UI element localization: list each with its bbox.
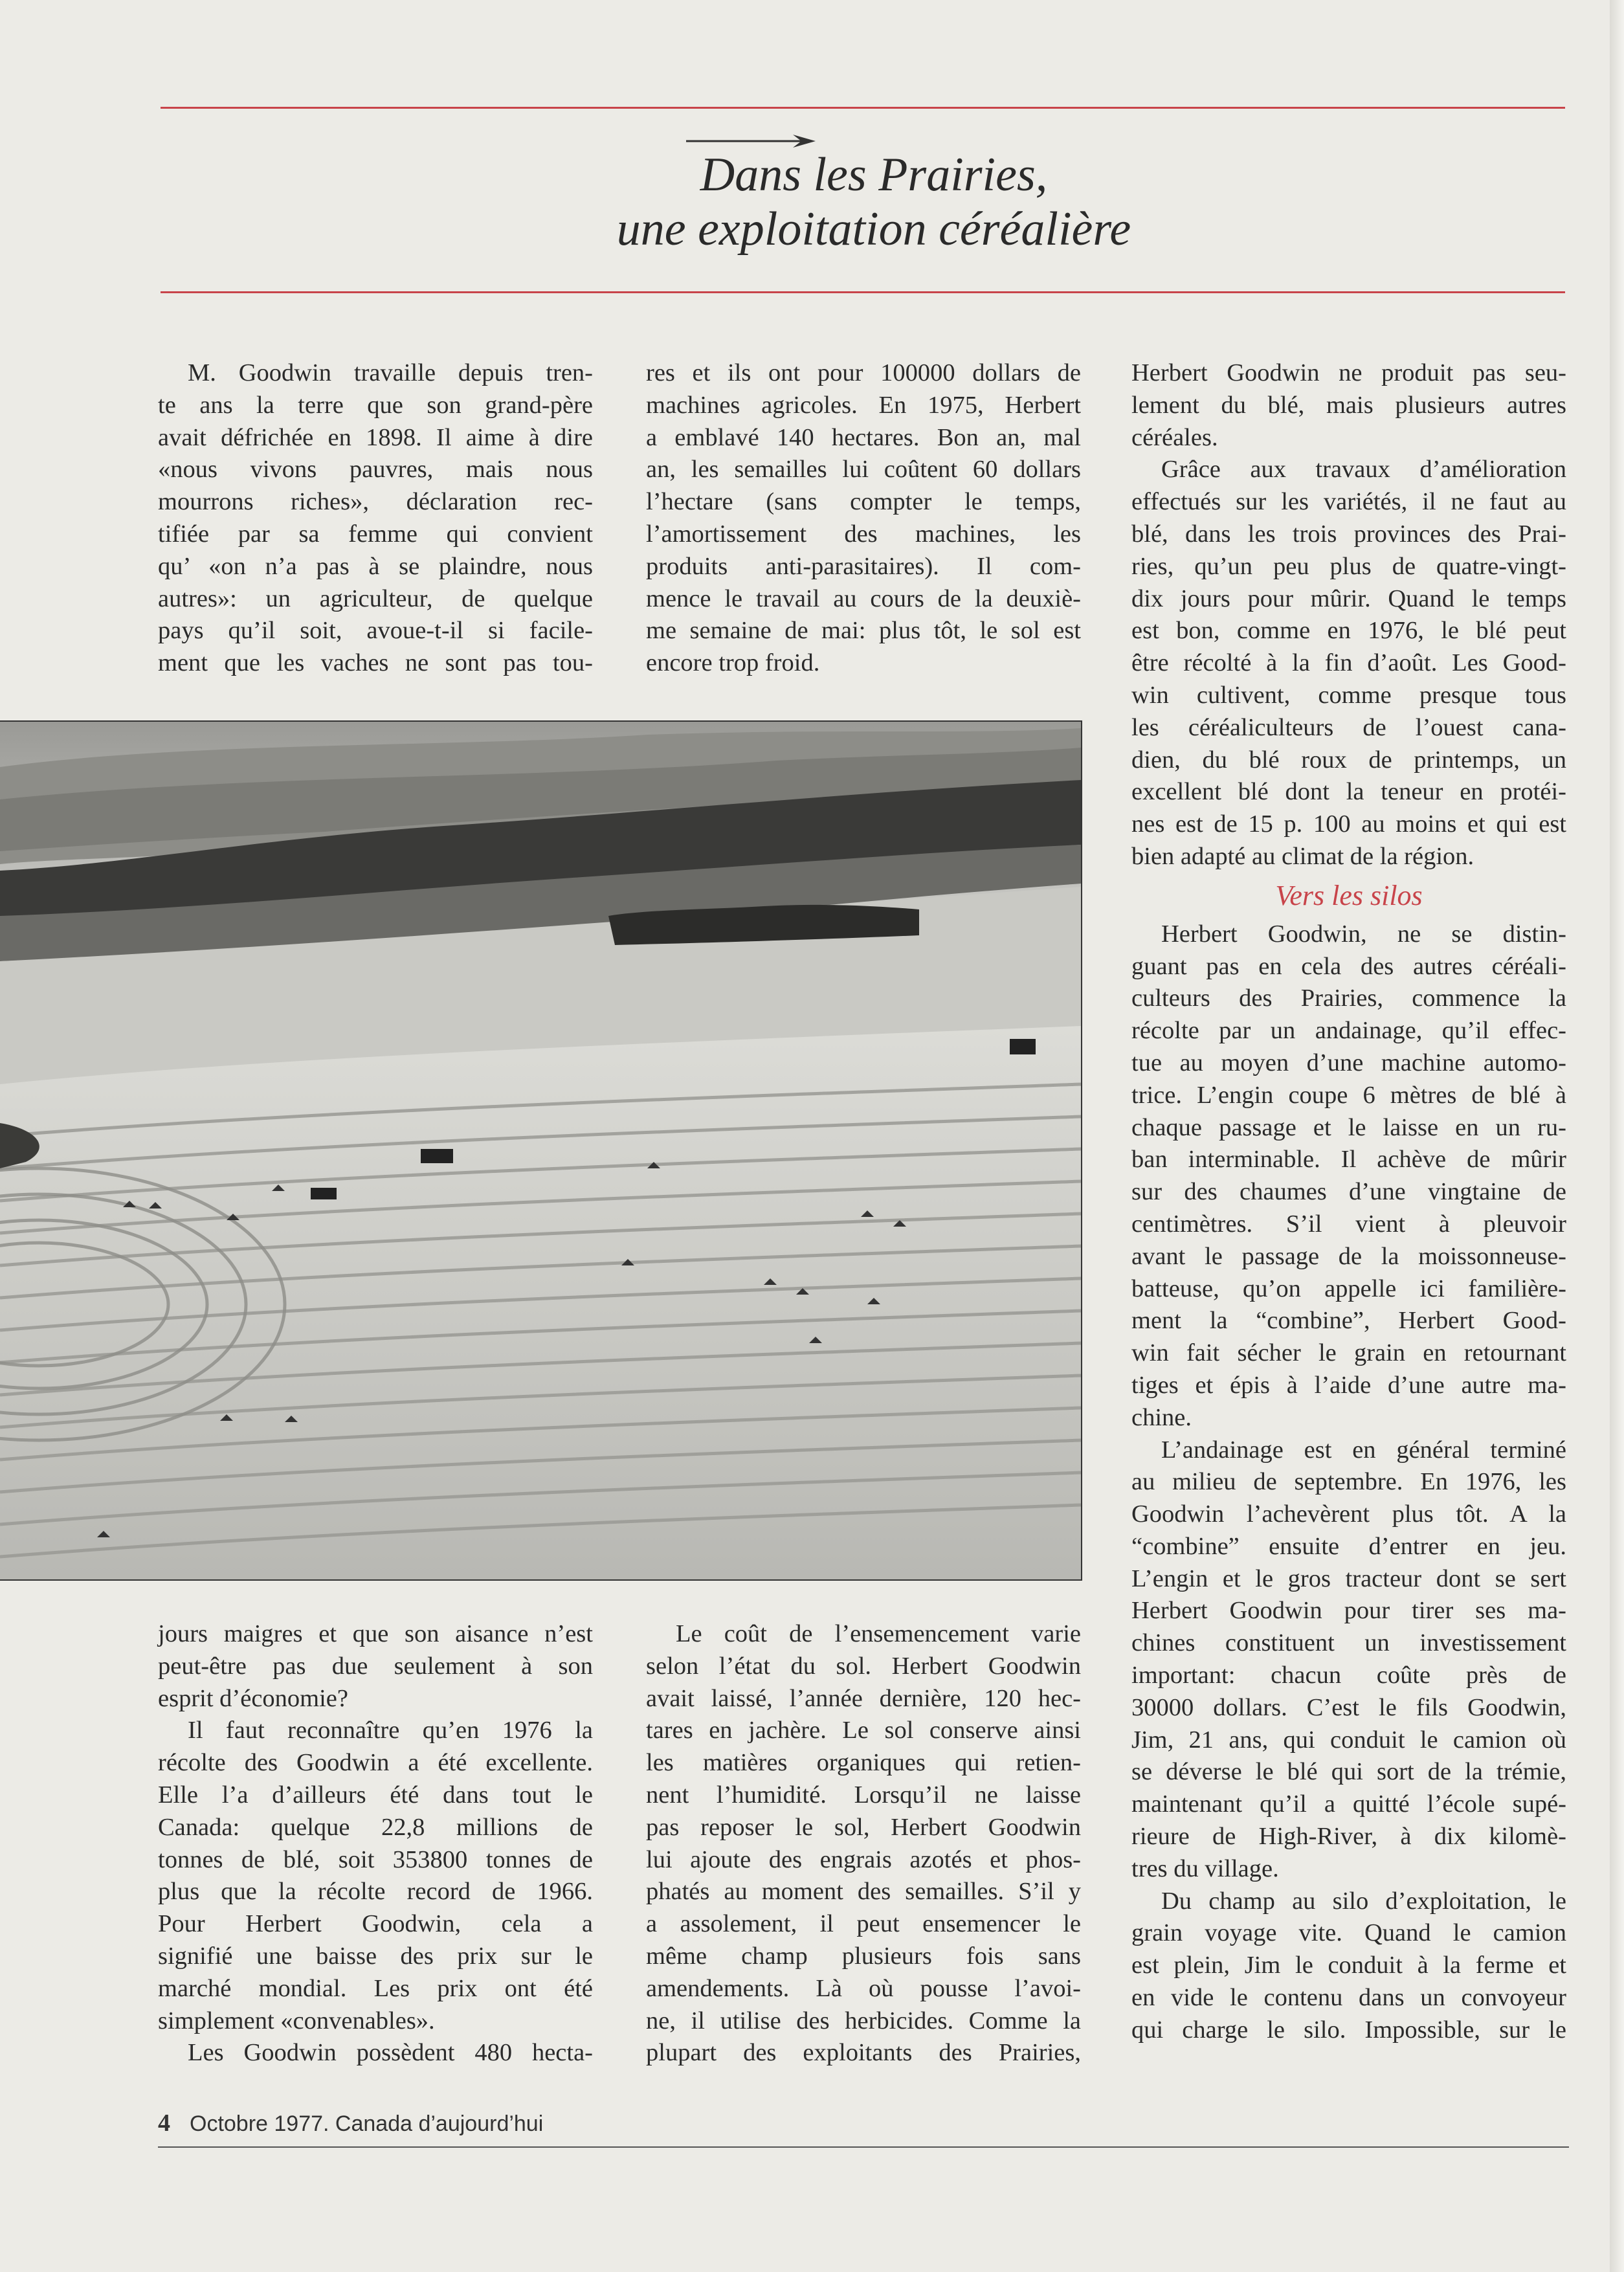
text-line: tares en jachère. Le sol conserve ainsi <box>646 1717 1081 1744</box>
text-line: Herbert Goodwin ne produit pas seu- <box>1131 359 1566 386</box>
paragraph <box>158 357 593 680</box>
column-1-bottom <box>158 1618 593 2069</box>
page-footer <box>158 2109 543 2137</box>
text-line: a assolement, il peut ensemencer le <box>646 1910 1081 1938</box>
text-line: excellent blé dont la teneur en protéi- <box>1131 778 1566 806</box>
paragraph <box>1131 1434 1566 1886</box>
text-line: plus que la récolte record de 1966. <box>158 1878 593 1906</box>
text-line: chine. <box>1131 1403 1192 1431</box>
column-1-top <box>158 357 593 680</box>
text-line: peut-être pas due seulement à son <box>158 1652 593 1680</box>
page-title-line1: Dans les Prairies, <box>700 148 1048 201</box>
text-line: tonnes de blé, soit 353800 tonnes de <box>158 1845 593 1873</box>
text-line: me semaine de mai: plus tôt, le sol est <box>646 617 1081 645</box>
text-line: tue au moyen d’une machine automo- <box>1131 1049 1566 1076</box>
text-line: L’engin et le gros tracteur dont se sert <box>1131 1565 1566 1592</box>
text-line: tifiée par sa femme qui convient <box>158 520 593 548</box>
text-line: trice. L’engin coupe 6 mètres de blé à <box>1131 1081 1566 1109</box>
text-line: win cultivent, comme presque tous <box>1131 681 1566 709</box>
text-line: ment que les vaches ne sont pas tou- <box>158 649 593 677</box>
text-line: produits anti-parasitaires). Il com- <box>646 552 1081 580</box>
text-line: Herbert Goodwin, ne se distin- <box>1161 920 1566 948</box>
text-line: “combine” ensuite d’entrer en jeu. <box>1131 1532 1566 1560</box>
text-line: ban interminable. Il achève de mûrir <box>1131 1146 1566 1174</box>
text-line: te ans la terre que son grand-père <box>158 391 593 419</box>
text-line: l’hectare (sans compter le temps, <box>646 488 1081 516</box>
text-line: se déverse le blé qui sort de la trémie, <box>1131 1758 1566 1786</box>
text-line: lement du blé, mais plusieurs autres <box>1131 391 1566 419</box>
text-line: Il faut reconnaître qu’en 1976 la <box>188 1717 593 1744</box>
text-line: Goodwin l’achevèrent plus tôt. A la <box>1131 1500 1566 1528</box>
text-line: phatés au moment des semailles. S’il y <box>646 1878 1081 1906</box>
paragraph <box>1131 454 1566 873</box>
text-line: centimètres. S’il vient à pleuvoir <box>1131 1210 1566 1238</box>
text-line: plupart des exploitants des Prairies, <box>646 2039 1081 2067</box>
text-line: récolte par un andainage, qu’il effec- <box>1131 1017 1566 1045</box>
text-line: amendements. Là où pousse l’avoi- <box>646 1974 1081 2002</box>
text-line: qui charge le silo. Impossible, sur le <box>1131 2016 1566 2044</box>
text-line: pas reposer le sol, Herbert Goodwin <box>646 1813 1081 1841</box>
page-number: 4 <box>158 2110 170 2137</box>
text-line: effectués sur les variétés, il ne faut au <box>1131 488 1566 516</box>
text-line: être récolté à la fin d’août. Les Good- <box>1131 649 1566 677</box>
text-line: ne, il utilise des herbicides. Comme la <box>646 2007 1081 2034</box>
text-line: Le coût de l’ensemencement varie <box>676 1620 1081 1647</box>
text-line: an, les semailles lui coûtent 60 dollars <box>646 456 1081 484</box>
text-line: mourrons riches», déclaration rec- <box>158 488 593 516</box>
page-edge <box>1610 0 1624 2272</box>
text-line: ment la “combine”, Herbert Good- <box>1131 1307 1566 1335</box>
text-line: tres du village. <box>1131 1854 1279 1882</box>
paragraph <box>646 357 1081 680</box>
column-2-bottom <box>646 1618 1081 2069</box>
text-line: jours maigres et que son aisance n’est <box>158 1620 593 1647</box>
section-subhead: Vers les silos <box>1275 879 1423 911</box>
text-line: Canada: quelque 22,8 millions de <box>158 1813 593 1841</box>
text-line: est plein, Jim le conduit à la ferme et <box>1131 1952 1566 1979</box>
text-line: pays qu’il soit, avoue-t-il si facile- <box>158 617 593 645</box>
text-line: nent l’humidité. Lorsqu’il ne laisse <box>646 1781 1081 1809</box>
text-line: même champ plusieurs fois sans <box>646 1942 1081 1970</box>
text-line: grain voyage vite. Quand le camion <box>1131 1919 1566 1947</box>
text-line: lui ajoute des engrais azotés et phos- <box>646 1845 1081 1873</box>
paragraph <box>1131 919 1566 1434</box>
text-line: céréales. <box>1131 423 1218 451</box>
text-line: Les Goodwin possèdent 480 hecta- <box>188 2039 593 2067</box>
text-line: ries, qu’un peu plus de quatre-vingt- <box>1131 552 1566 580</box>
text-line: batteuse, qu’on appelle ici familière- <box>1131 1275 1566 1302</box>
paragraph <box>158 1618 593 1715</box>
text-line: L’andainage est en général terminé <box>1161 1436 1566 1464</box>
text-line: dix jours pour mûrir. Quand le temps <box>1131 585 1566 612</box>
text-line: qu’ «on n’a pas à se plaindre, nous <box>158 552 593 580</box>
header-rule-top <box>161 107 1565 109</box>
text-line: Du champ au silo d’exploitation, le <box>1161 1887 1566 1915</box>
text-line: Elle l’a d’ailleurs été dans tout le <box>158 1781 593 1809</box>
text-line: blé, dans les trois provinces des Prai- <box>1131 520 1566 548</box>
text-line: rieure de High-River, à dix kilomè- <box>1131 1823 1566 1851</box>
text-line: important: chacun coûte près de <box>1131 1662 1566 1689</box>
column-3 <box>1131 357 1566 2047</box>
page-title-line2: une exploitation céréalière <box>616 203 1131 256</box>
text-line: les céréaliculteurs de l’ouest cana- <box>1131 713 1566 741</box>
text-line: avant le passage de la moissonneuse- <box>1131 1242 1566 1270</box>
text-line: est bon, comme en 1976, le blé peut <box>1131 617 1566 645</box>
text-line: «nous vivons pauvres, mais nous <box>158 456 593 484</box>
text-line: les matières organiques qui retien- <box>646 1749 1081 1777</box>
text-line: res et ils ont pour 100000 dollars de <box>646 359 1081 386</box>
text-line: machines agricoles. En 1975, Herbert <box>646 391 1081 419</box>
text-line: Grâce aux travaux d’amélioration <box>1161 456 1566 484</box>
text-line: simplement «convenables». <box>158 2007 435 2034</box>
text-line: l’amortissement des machines, les <box>646 520 1081 548</box>
text-line: avait défrichée en 1898. Il aime à dire <box>158 423 593 451</box>
text-line: signifié une baisse des prix sur le <box>158 1942 593 1970</box>
text-line: encore trop froid. <box>646 649 820 677</box>
text-line: culteurs des Prairies, commence la <box>1131 985 1566 1012</box>
text-line: bien adapté au climat de la région. <box>1131 842 1474 870</box>
text-line: mence le travail au cours de la deuxiè- <box>646 585 1081 612</box>
paragraph <box>646 1618 1081 2069</box>
text-line: a emblavé 140 hectares. Bon an, mal <box>646 423 1081 451</box>
text-line: avait laissé, l’année dernière, 120 hec- <box>646 1684 1081 1712</box>
text-line: nes est de 15 p. 100 au moins et qui est <box>1131 810 1566 838</box>
issue-info: Octobre 1977. Canada d’aujourd’hui <box>190 2111 544 2136</box>
paragraph <box>1131 357 1566 454</box>
text-line: maintenant qu’il a quitté l’école supé- <box>1131 1790 1566 1818</box>
column-2-top <box>646 357 1081 680</box>
text-line: récolte des Goodwin a été excellente. <box>158 1749 593 1777</box>
text-line: 30000 dollars. C’est le fils Goodwin, <box>1131 1693 1566 1721</box>
aerial-field-image <box>0 722 1081 1579</box>
text-line: selon l’état du sol. Herbert Goodwin <box>646 1652 1081 1680</box>
paragraph <box>1131 1886 1566 2047</box>
text-line: guant pas en cela des autres céréali- <box>1131 952 1566 980</box>
paragraph <box>158 1715 593 2037</box>
text-line: win fait sécher le grain en retournant <box>1131 1339 1566 1367</box>
text-line: marché mondial. Les prix ont été <box>158 1974 593 2002</box>
text-line: tiges et épis à l’aide d’une autre ma- <box>1131 1371 1566 1399</box>
text-line: Pour Herbert Goodwin, cela a <box>158 1910 593 1938</box>
text-line: M. Goodwin travaille depuis tren- <box>188 359 593 386</box>
text-line: au milieu de septembre. En 1976, les <box>1131 1468 1566 1496</box>
text-line: chines constituent un investissement <box>1131 1629 1566 1657</box>
paragraph <box>158 2037 593 2069</box>
header-rule-bottom <box>161 291 1565 293</box>
text-line: autres»: un agriculteur, de quelque <box>158 585 593 612</box>
text-line: chaque passage et le laisse en un ru- <box>1131 1113 1566 1141</box>
text-line: en vide le contenu dans un convoyeur <box>1131 1984 1566 2012</box>
footer-rule <box>158 2146 1569 2148</box>
text-line: esprit d’économie? <box>158 1684 348 1712</box>
text-line: sur des chaumes d’une vingtaine de <box>1131 1178 1566 1206</box>
photo-wheat-fields <box>0 720 1082 1581</box>
text-line: Herbert Goodwin pour tirer ses ma- <box>1131 1597 1566 1625</box>
text-line: Jim, 21 ans, qui conduit le camion où <box>1131 1726 1566 1754</box>
text-line: dien, du blé roux de printemps, un <box>1131 746 1566 774</box>
